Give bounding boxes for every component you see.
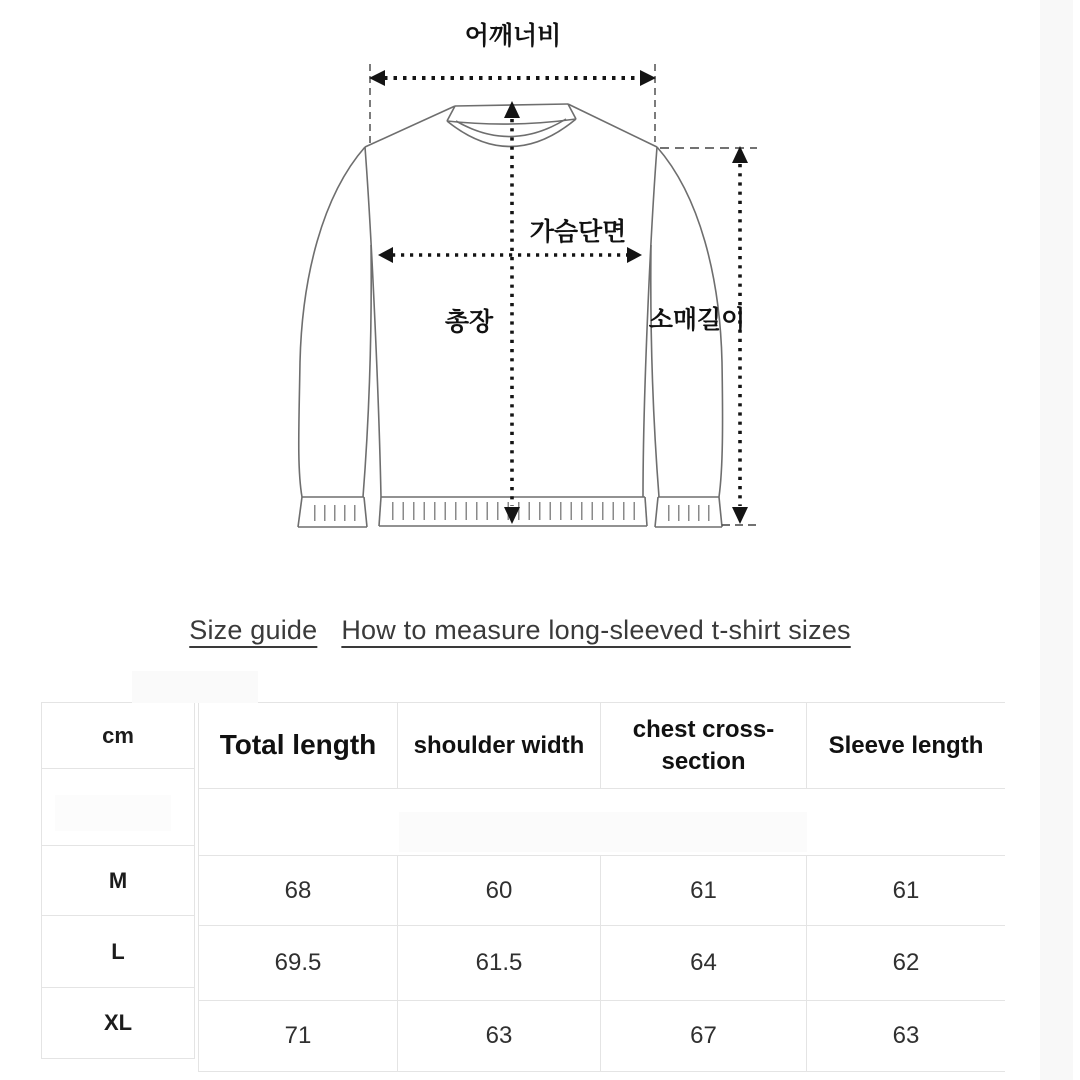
cell-l-chest: 64 — [600, 925, 806, 1000]
cell-xl-chest: 67 — [600, 1000, 806, 1072]
unit-header-cell: cm — [41, 702, 195, 768]
cell-xl-total-length: 71 — [198, 1000, 397, 1072]
cell-l-total-length: 69.5 — [198, 925, 397, 1000]
label-chest-cross-section: 가슴단면 — [529, 218, 627, 246]
size-column — [41, 702, 195, 1059]
cell-m-sleeve: 61 — [806, 855, 1005, 925]
cell-m-chest: 61 — [600, 855, 806, 925]
cell-xl-shoulder-width: 63 — [397, 1000, 600, 1072]
sleeve-length-arrow — [732, 146, 748, 524]
label-total-length: 총장 — [444, 308, 494, 336]
blurred-patch-spacer-row — [399, 812, 807, 852]
measurements-table — [198, 702, 1005, 1072]
cell-m-shoulder-width: 60 — [397, 855, 600, 925]
cell-l-shoulder-width: 61.5 — [397, 925, 600, 1000]
size-cell-m: M — [41, 845, 195, 915]
blurred-patch-size-column — [55, 795, 171, 831]
shoulder-width-arrow — [369, 70, 656, 86]
col-header-chest-cross-section: chest cross-section — [600, 702, 806, 788]
label-sleeve-length: 소매길이 — [648, 306, 746, 334]
col-header-shoulder-width: shoulder width — [397, 702, 600, 788]
blurred-patch-above-table — [132, 671, 258, 703]
how-to-measure-link[interactable]: How to measure long-sleeved t-shirt sizes — [341, 615, 851, 645]
cell-m-total-length: 68 — [198, 855, 397, 925]
size-cell-xl: XL — [41, 987, 195, 1059]
col-header-sleeve-length: Sleeve length — [806, 702, 1005, 788]
size-cell-l: L — [41, 915, 195, 987]
size-guide-link[interactable]: Size guide — [189, 615, 318, 645]
cell-l-sleeve: 62 — [806, 925, 1005, 1000]
total-length-arrow — [504, 101, 520, 524]
col-header-total-length: Total length — [198, 702, 397, 788]
guide-lines — [370, 64, 760, 525]
size-guide-links — [0, 615, 1040, 646]
cell-xl-sleeve: 63 — [806, 1000, 1005, 1072]
chest-cross-section-arrow — [378, 247, 642, 263]
label-shoulder-width: 어깨너비 — [464, 22, 562, 50]
